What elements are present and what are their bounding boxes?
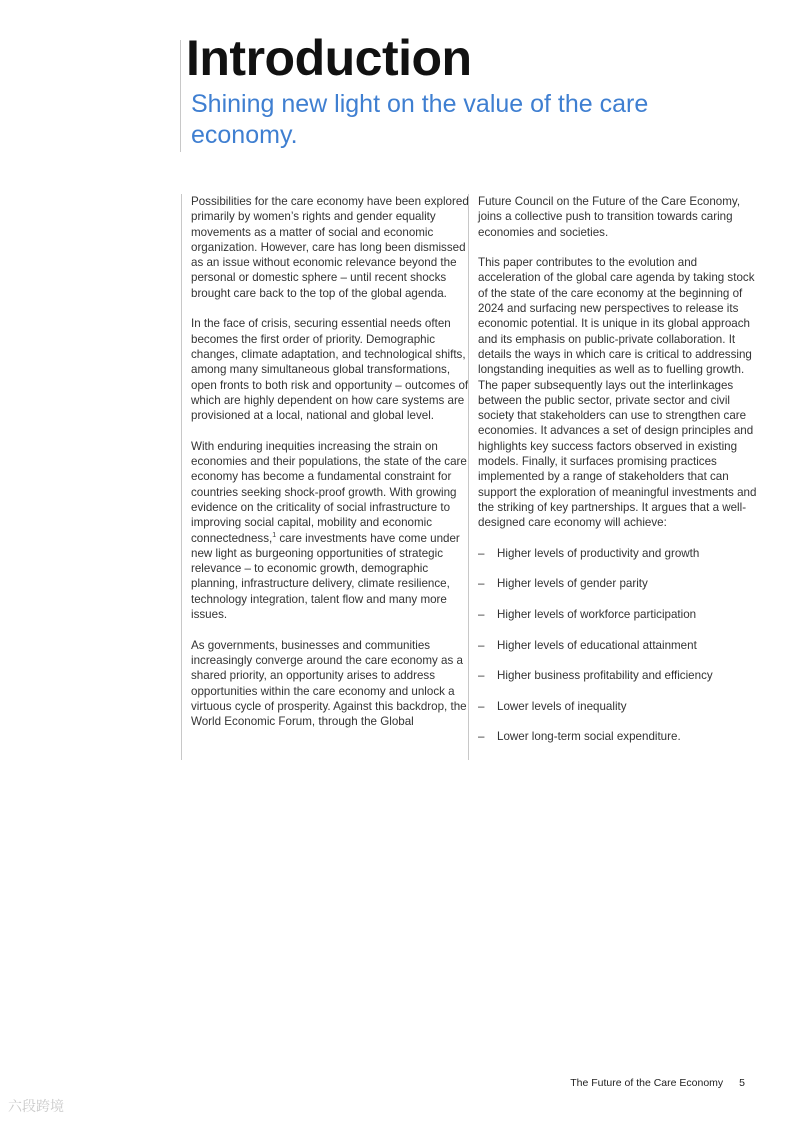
list-item-text: Higher levels of productivity and growth [497, 546, 700, 560]
footnote-ref[interactable]: 1 [272, 531, 277, 539]
list-item [478, 607, 758, 622]
list-item-text: Lower levels of inequality [497, 699, 627, 713]
header-divider [180, 40, 181, 152]
page-footer [570, 1077, 745, 1089]
dash-marker: – [478, 699, 485, 713]
list-item-text: Higher levels of gender parity [497, 577, 648, 591]
list-item [478, 729, 758, 744]
list-item [478, 576, 758, 591]
paragraph: As governments, businesses and communities increasingly converge around the care economy as a shared priority, an opportunity arises to address opportunities within the care economy and unlock a virtuous cycle of prosperity. Against this backdrop, the World Economic Forum, through the Global [191, 638, 467, 729]
paragraph [191, 439, 469, 623]
footer-report-title: The Future of the Care Economy [570, 1077, 724, 1089]
outcomes-list [478, 546, 758, 745]
list-item [478, 699, 758, 714]
paragraph-text: With enduring inequities increasing the strain on economies and their populations, the state of the care economy has become a fundamental constraint for countries seeking shock-proof growth. With growing evidence on the criticality of social infrastructure to improving social capital, mobility and economic connectedness, [191, 439, 467, 545]
page-number: 5 [739, 1077, 745, 1089]
list-item-text: Higher levels of workforce participation [497, 608, 697, 622]
dash-marker: – [478, 608, 485, 622]
left-column [181, 194, 469, 760]
list-item [478, 638, 758, 653]
paragraph-text: care investments have come under new light as burgeoning opportunities of strategic relevance – to economic growth, demographic planning, infrastructure delivery, climate resilience, technology integration, talent flow and many more issues. [191, 531, 460, 622]
list-item [478, 546, 758, 561]
dash-marker: – [478, 638, 485, 652]
dash-marker: – [478, 669, 485, 683]
page-title: Introduction [186, 30, 472, 86]
watermark [8, 1096, 64, 1116]
page-subtitle: Shining new light on the value of the care economy. [191, 90, 649, 149]
right-column [468, 194, 758, 760]
dash-marker: – [478, 577, 485, 591]
list-item-text: Lower long-term social expenditure. [497, 730, 681, 744]
paragraph: This paper contributes to the evolution and acceleration of the global care agenda by taking stock of the state of the care economy at the beginning of 2024 and surfacing new perspectives to release its economic potential. It is unique in its global approach and its emphasis on public-private collaboration. It details the ways in which care is critical to addressing longstanding inequities as well as to fuelling growth. The paper subsequently lays out the interlinkages between the public sector, private sector and civil society that stakeholders can use to strengthen care economies. It advances a set of design principles and highlights key success factors observed in existing models. Finally, it surfaces promising practices implemented by a range of stakeholders that can support the exploration of meaningful investments and the striking of key partnerships. It argues that a well-designed care economy will achieve: [478, 256, 757, 530]
paragraph: Possibilities for the care economy have been explored primarily by women’s rights and gender equality movements as a matter of social and economic organization. However, care has long been dismissed as an issue without economic relevance beyond the personal or domestic sphere – until recent shocks brought care back to the top of the global agenda. [191, 195, 469, 300]
paragraph: Future Council on the Future of the Care Economy, joins a collective push to transition towards caring economies and societies. [478, 195, 741, 239]
watermark-text: 六段跨境 [8, 1098, 64, 1114]
dash-marker: – [478, 546, 485, 560]
list-item-text: Higher business profitability and efficiency [497, 669, 713, 683]
list-item [478, 668, 758, 683]
paragraph: In the face of crisis, securing essential needs often becomes the first order of priority. Demographic changes, climate adaptation, and technological shifts, among many simultaneous global transformations, open fronts to both risk and opportunity – outcomes of which are highly dependent on how care systems are provisioned at a local, national and global level. [191, 317, 469, 423]
dash-marker: – [478, 730, 485, 744]
list-item-text: Higher levels of educational attainment [497, 638, 697, 652]
